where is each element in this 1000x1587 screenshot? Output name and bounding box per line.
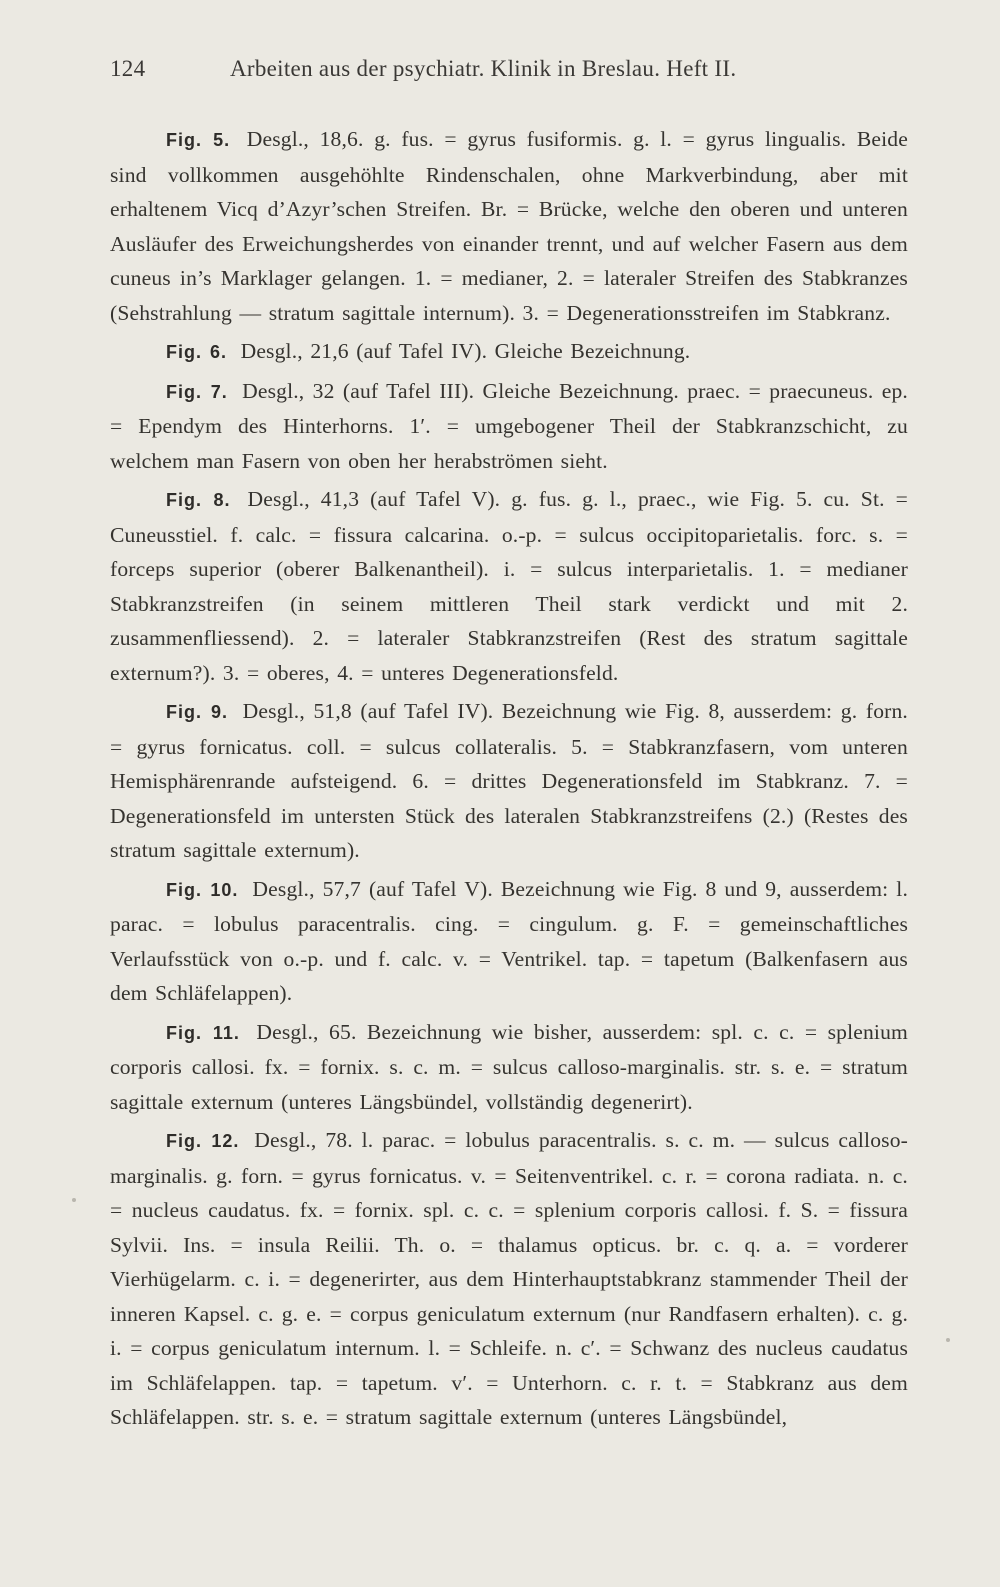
figure-legend-fig-11 (110, 1015, 908, 1120)
figure-description: Desgl., 41,3 (auf Tafel V). g. fus. g. l., praec., wie Fig. 5. cu. St. = Cuneusstiel. f. calc. = fissura calcarina. o.-p. = sulcus occipitoparietalis. forc. s. = forceps superior (oberer Balkenantheil). i. = sulcus interparietalis. 1. = medianer Stabkranzstreifen (in seinem mittleren Theil stark verdickt und mit 2. zusammenfliessend). 2. = lateraler Stabkranzstreifen (Rest des stratum sagittale externum?). 3. = oberes, 4. = unteres Degenerationsfeld. (110, 487, 908, 685)
figure-legend-fig-12 (110, 1123, 908, 1435)
figure-description: Desgl., 78. l. parac. = lobulus paracentralis. s. c. m. — sulcus calloso-marginalis. g. forn. = gyrus fornicatus. v. = Seitenventrikel. c. r. = corona radiata. n. c. = nucleus caudatus. fx. = fornix. spl. c. c. = splenium corporis callosi. f. S. = fissura Sylvii. Ins. = insula Reilii. Th. o. = thalamus opticus. br. c. q. a. = vorderer Vierhügelarm. c. i. = degenerirter, aus dem Hinterhauptstabkranz stammender Theil der inneren Kapsel. c. g. e. = corpus geniculatum externum (nur Randfasern erhalten). c. g. i. = corpus geniculatum internum. l. = Schleife. n. c′. = Schwanz des nucleus caudatus im Schläfelappen. tap. = tapetum. v′. = Unterhorn. c. r. t. = Stabkranz aus dem Schläfelappen. str. s. e. = stratum sagittale externum (unteres Längsbündel, (110, 1128, 908, 1429)
figure-description: Desgl., 65. Bezeichnung wie bisher, ausserdem: spl. c. c. = splenium corporis callosi. fx. = fornix. s. c. m. = sulcus calloso-marginalis. str. s. e. = stratum sagittale externum (unteres Längsbündel, vollständig degenerirt). (110, 1019, 908, 1114)
figure-description: Desgl., 57,7 (auf Tafel V). Bezeichnung wie Fig. 8 und 9, ausserdem: l. parac. = lobulus paracentralis. cing. = cingulum. g. F. = gemeinschaftliches Verlaufsstück von o.-p. und f. calc. v. = Ventrikel. tap. = tapetum (Balkenfasern aus dem Schläfelappen). (110, 876, 908, 1005)
figure-description: Desgl., 32 (auf Tafel III). Gleiche Bezeichnung. praec. = praecuneus. ep. = Ependym des Hinterhorns. 1′. = umgebogener Theil der Stabkranzschicht, zu welchem man Fasern von oben her herabströmen sieht. (110, 378, 908, 473)
paper-speck (72, 1198, 76, 1202)
running-title: Arbeiten aus der psychiatr. Klinik in Breslau. Heft II. (230, 56, 737, 81)
figure-legend-fig-8 (110, 482, 908, 690)
figure-label: Fig. 11. (166, 1022, 240, 1043)
figure-label: Fig. 6. (166, 342, 228, 362)
figure-label: Fig. 12. (166, 1131, 240, 1151)
figure-label: Fig. 7. (166, 381, 228, 402)
figure-legend-fig-6 (110, 334, 908, 370)
figure-label: Fig. 5. (166, 130, 231, 150)
figure-label: Fig. 9. (166, 702, 229, 722)
figure-legend-list (110, 122, 908, 1435)
page-number: 124 (110, 56, 146, 81)
paper-speck (946, 1338, 950, 1342)
figure-legend-fig-9 (110, 694, 908, 868)
running-header (110, 56, 908, 96)
figure-description: Desgl., 51,8 (auf Tafel IV). Bezeichnung wie Fig. 8, ausserdem: g. forn. = gyrus fornicatus. coll. = sulcus collateralis. 5. = Stabkranzfasern, vom unteren Hemisphärenrande aufsteigend. 6. = drittes Degenerationsfeld im Stabkranz. 7. = Degenerationsfeld im untersten Stück des lateralen Stabkranzstreifens (2.) (Restes des stratum sagittale externum). (110, 699, 908, 862)
figure-legend-fig-10 (110, 872, 908, 1011)
figure-legend-fig-5 (110, 122, 908, 330)
figure-description: Desgl., 18,6. g. fus. = gyrus fusiformis. g. l. = gyrus lingualis. Beide sind vollkommen ausgehöhlte Rindenschalen, ohne Markverbindung, aber mit erhaltenem Vicq d’Azyr’schen Streifen. Br. = Brücke, welche den oberen und unteren Ausläufer des Erweichungsherdes von einander trennt, und auf welcher Fasern aus dem cuneus in’s Marklager gelangen. 1. = medianer, 2. = lateraler Streifen des Stabkranzes (Sehstrahlung — stratum sagittale internum). 3. = Degenerationsstreifen im Stabkranz. (110, 127, 908, 325)
figure-description: Desgl., 21,6 (auf Tafel IV). Gleiche Bezeichnung. (240, 339, 691, 363)
figure-label: Fig. 10. (166, 879, 239, 900)
figure-legend-fig-7 (110, 374, 908, 479)
figure-label: Fig. 8. (166, 490, 231, 510)
